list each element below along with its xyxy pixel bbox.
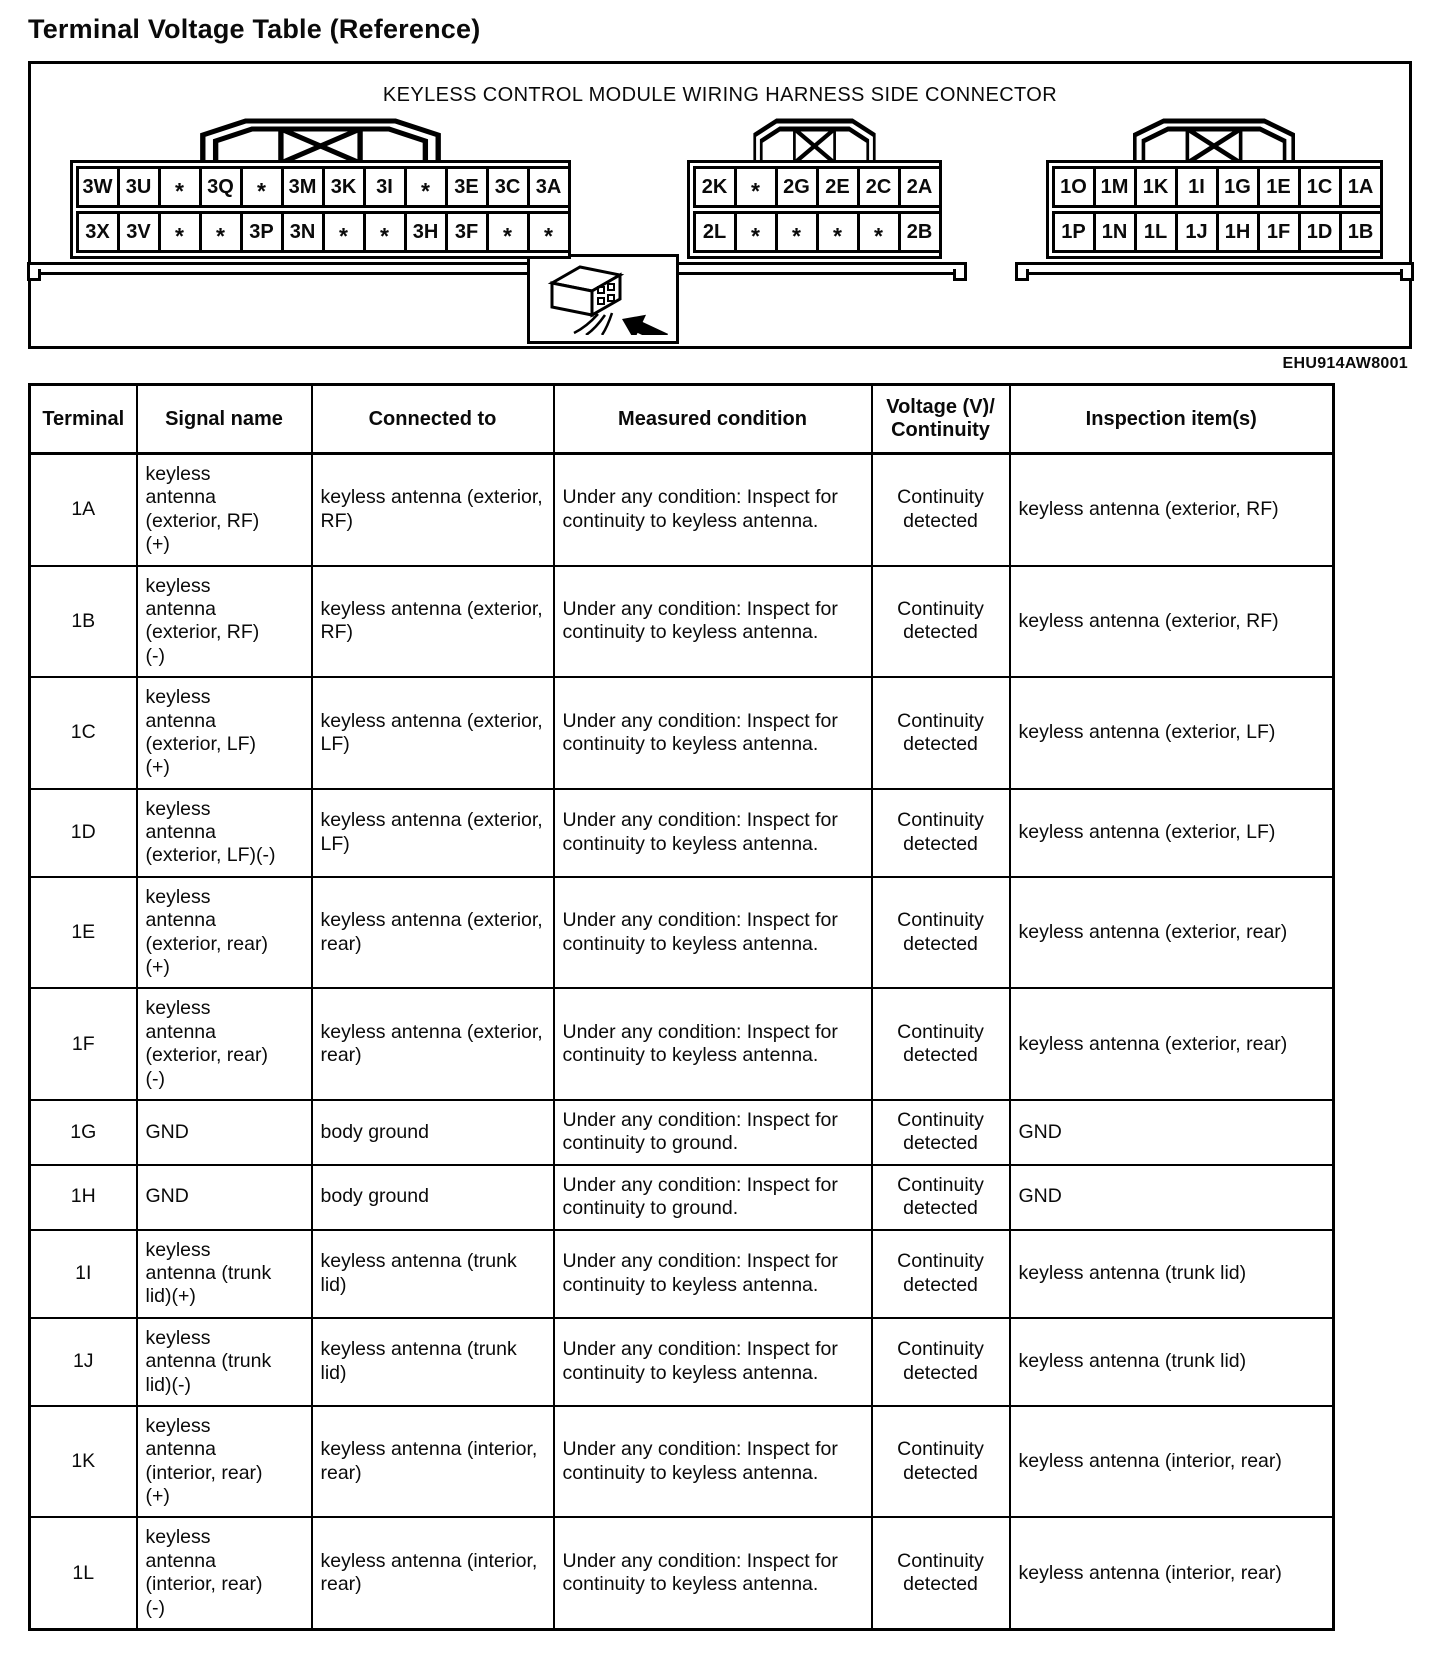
pin-cell-2e: 2E	[816, 166, 860, 208]
pin-cell-unused: *	[486, 211, 530, 253]
table-row	[30, 1165, 1334, 1230]
pin-body	[1046, 160, 1383, 259]
signal-name-cell: keyless antenna (exterior, LF)(+)	[137, 677, 312, 789]
pin-cell-3k: 3K	[322, 166, 366, 208]
figure-reference-code: EHU914AW8001	[1282, 355, 1408, 372]
voltage-continuity-cell: Continuity detected	[872, 1230, 1010, 1318]
pin-cell-unused: *	[404, 166, 448, 208]
pin-cell-unused: *	[363, 211, 407, 253]
pin-cell-3c: 3C	[486, 166, 530, 208]
table-row	[30, 1100, 1334, 1165]
signal-name-cell: keyless antenna (trunk lid)(+)	[137, 1230, 312, 1318]
measured-condition-cell: Under any condition: Inspect for continuity to keyless antenna.	[554, 566, 872, 678]
voltage-continuity-cell: Continuity detected	[872, 1100, 1010, 1165]
terminal-cell: 1K	[30, 1406, 137, 1518]
voltage-continuity-cell: Continuity detected	[872, 1406, 1010, 1518]
connected-to-cell: keyless antenna (trunk lid)	[312, 1318, 554, 1406]
measured-condition-cell: Under any condition: Inspect for continuity to keyless antenna.	[554, 677, 872, 789]
table-row	[30, 677, 1334, 789]
table-row	[30, 988, 1334, 1100]
terminal-cell: 1L	[30, 1517, 137, 1629]
pin-cell-2k: 2K	[693, 166, 737, 208]
pin-cell-3e: 3E	[445, 166, 489, 208]
inspection-item-cell: GND	[1010, 1100, 1334, 1165]
measured-condition-cell: Under any condition: Inspect for continuity to keyless antenna.	[554, 1230, 872, 1318]
connector-3	[27, 117, 614, 275]
pin-cell-1j: 1J	[1175, 211, 1219, 253]
measured-condition-cell: Under any condition: Inspect for continuity to ground.	[554, 1165, 872, 1230]
inspection-item-cell: keyless antenna (exterior, rear)	[1010, 988, 1334, 1100]
pin-cell-3f: 3F	[445, 211, 489, 253]
pin-cell-3a: 3A	[527, 166, 571, 208]
inspection-item-cell: keyless antenna (exterior, rear)	[1010, 877, 1334, 989]
page-title: Terminal Voltage Table (Reference)	[28, 14, 481, 44]
pin-cell-1g: 1G	[1216, 166, 1260, 208]
voltage-continuity-cell: Continuity detected	[872, 1318, 1010, 1406]
inspection-item-cell: keyless antenna (trunk lid)	[1010, 1230, 1334, 1318]
pin-cell-2l: 2L	[693, 211, 737, 253]
header-signal-name: Signal name	[137, 385, 312, 454]
voltage-continuity-cell: Continuity detected	[872, 789, 1010, 877]
table-row	[30, 1406, 1334, 1518]
arrow-icon	[616, 306, 670, 335]
inspection-item-cell: keyless antenna (trunk lid)	[1010, 1318, 1334, 1406]
header-inspection-items: Inspection item(s)	[1010, 385, 1334, 454]
table-header-row	[30, 385, 1334, 454]
table-row	[30, 1517, 1334, 1629]
diagram-caption: KEYLESS CONTROL MODULE WIRING HARNESS SIDE CONNECTOR	[382, 84, 1058, 106]
connector-latch	[1106, 117, 1322, 163]
header-measured-condition: Measured condition	[554, 385, 872, 454]
connected-to-cell: keyless antenna (exterior, RF)	[312, 566, 554, 678]
voltage-continuity-cell: Continuity detected	[872, 1517, 1010, 1629]
terminal-cell: 1D	[30, 789, 137, 877]
pin-cell-1c: 1C	[1298, 166, 1342, 208]
measured-condition-cell: Under any condition: Inspect for continuity to keyless antenna.	[554, 1318, 872, 1406]
pin-cell-3m: 3M	[281, 166, 325, 208]
pin-cell-unused: *	[775, 211, 819, 253]
terminal-cell: 1I	[30, 1230, 137, 1318]
pin-cell-3x: 3X	[76, 211, 120, 253]
signal-name-cell: keyless antenna (interior, rear)(+)	[137, 1406, 312, 1518]
signal-name-cell: keyless antenna (trunk lid)(-)	[137, 1318, 312, 1406]
signal-name-cell: keyless antenna (exterior, rear)(+)	[137, 877, 312, 989]
pin-cell-1k: 1K	[1134, 166, 1178, 208]
pin-cell-3v: 3V	[117, 211, 161, 253]
measured-condition-cell: Under any condition: Inspect for continuity to keyless antenna.	[554, 877, 872, 989]
pin-cell-2b: 2B	[898, 211, 942, 253]
header-connected-to: Connected to	[312, 385, 554, 454]
connected-to-cell: keyless antenna (exterior, rear)	[312, 988, 554, 1100]
inspection-item-cell: keyless antenna (exterior, RF)	[1010, 566, 1334, 678]
connector-latch	[160, 117, 481, 163]
terminal-voltage-table	[28, 383, 1335, 1631]
connector-1	[1015, 117, 1414, 275]
measured-condition-cell: Under any condition: Inspect for continuity to ground.	[554, 1100, 872, 1165]
voltage-continuity-cell: Continuity detected	[872, 566, 1010, 678]
connected-to-cell: keyless antenna (trunk lid)	[312, 1230, 554, 1318]
pin-cell-unused: *	[158, 166, 202, 208]
pin-cell-1m: 1M	[1093, 166, 1137, 208]
pin-cell-unused: *	[199, 211, 243, 253]
voltage-continuity-cell: Continuity detected	[872, 988, 1010, 1100]
connector-rail	[1015, 262, 1414, 275]
table-row	[30, 789, 1334, 877]
measured-condition-cell: Under any condition: Inspect for continuity to keyless antenna.	[554, 454, 872, 566]
connected-to-cell: keyless antenna (interior, rear)	[312, 1406, 554, 1518]
measured-condition-cell: Under any condition: Inspect for continuity to keyless antenna.	[554, 988, 872, 1100]
pin-cell-3i: 3I	[363, 166, 407, 208]
pin-cell-1a: 1A	[1339, 166, 1383, 208]
voltage-continuity-cell: Continuity detected	[872, 1165, 1010, 1230]
terminal-cell: 1G	[30, 1100, 137, 1165]
connector-rail	[27, 262, 614, 275]
pin-cell-unused: *	[240, 166, 284, 208]
pin-cell-2c: 2C	[857, 166, 901, 208]
signal-name-cell: GND	[137, 1100, 312, 1165]
pin-cell-1l: 1L	[1134, 211, 1178, 253]
terminal-cell: 1F	[30, 988, 137, 1100]
signal-name-cell: keyless antenna (exterior, RF) (-)	[137, 566, 312, 678]
connectors-row	[31, 117, 1409, 275]
signal-name-cell: keyless antenna (exterior, rear)(-)	[137, 988, 312, 1100]
table-row	[30, 877, 1334, 989]
header-terminal: Terminal	[30, 385, 137, 454]
connected-to-cell: keyless antenna (exterior, rear)	[312, 877, 554, 989]
connected-to-cell: body ground	[312, 1100, 554, 1165]
pin-cell-1f: 1F	[1257, 211, 1301, 253]
pin-cell-unused: *	[734, 166, 778, 208]
signal-name-cell: keyless antenna (exterior, RF) (+)	[137, 454, 312, 566]
pin-body	[70, 160, 571, 259]
pin-cell-unused: *	[734, 211, 778, 253]
measured-condition-cell: Under any condition: Inspect for continuity to keyless antenna.	[554, 1517, 872, 1629]
header-voltage-continuity: Voltage (V)/ Continuity	[872, 385, 1010, 454]
terminal-cell: 1C	[30, 677, 137, 789]
pin-cell-1b: 1B	[1339, 211, 1383, 253]
connector-rail	[662, 262, 967, 275]
connected-to-cell: keyless antenna (exterior, LF)	[312, 677, 554, 789]
pin-cell-3h: 3H	[404, 211, 448, 253]
pin-cell-1p: 1P	[1052, 211, 1096, 253]
pin-cell-1d: 1D	[1298, 211, 1342, 253]
pin-cell-unused: *	[322, 211, 366, 253]
pin-cell-1i: 1I	[1175, 166, 1219, 208]
signal-name-cell: keyless antenna (interior, rear)(-)	[137, 1517, 312, 1629]
connector-latch	[733, 117, 896, 163]
table-row	[30, 1318, 1334, 1406]
table-row	[30, 454, 1334, 566]
pin-cell-3n: 3N	[281, 211, 325, 253]
terminal-cell: 1A	[30, 454, 137, 566]
pin-cell-1h: 1H	[1216, 211, 1260, 253]
signal-name-cell: keyless antenna (exterior, LF)(-)	[137, 789, 312, 877]
measured-condition-cell: Under any condition: Inspect for continuity to keyless antenna.	[554, 1406, 872, 1518]
connector-diagram-box	[28, 61, 1412, 349]
table-row	[30, 1230, 1334, 1318]
pin-body	[687, 160, 942, 259]
inspection-item-cell: keyless antenna (interior, rear)	[1010, 1517, 1334, 1629]
pin-cell-unused: *	[816, 211, 860, 253]
pin-cell-3p: 3P	[240, 211, 284, 253]
pin-cell-2g: 2G	[775, 166, 819, 208]
terminal-cell: 1E	[30, 877, 137, 989]
measured-condition-cell: Under any condition: Inspect for continuity to keyless antenna.	[554, 789, 872, 877]
pin-cell-3u: 3U	[117, 166, 161, 208]
pin-cell-unused: *	[158, 211, 202, 253]
voltage-continuity-cell: Continuity detected	[872, 677, 1010, 789]
pin-cell-unused: *	[527, 211, 571, 253]
connected-to-cell: keyless antenna (exterior, RF)	[312, 454, 554, 566]
inspection-item-cell: keyless antenna (exterior, LF)	[1010, 677, 1334, 789]
connector-2	[662, 117, 967, 275]
terminal-cell: 1H	[30, 1165, 137, 1230]
inspection-item-cell: keyless antenna (exterior, LF)	[1010, 789, 1334, 877]
connected-to-cell: body ground	[312, 1165, 554, 1230]
voltage-continuity-cell: Continuity detected	[872, 877, 1010, 989]
terminal-cell: 1B	[30, 566, 137, 678]
inspection-item-cell: keyless antenna (interior, rear)	[1010, 1406, 1334, 1518]
pin-cell-1e: 1E	[1257, 166, 1301, 208]
connected-to-cell: keyless antenna (exterior, LF)	[312, 789, 554, 877]
inspection-item-cell: keyless antenna (exterior, RF)	[1010, 454, 1334, 566]
pin-cell-2a: 2A	[898, 166, 942, 208]
pin-cell-1n: 1N	[1093, 211, 1137, 253]
pin-cell-3w: 3W	[76, 166, 120, 208]
pin-cell-3q: 3Q	[199, 166, 243, 208]
pin-cell-1o: 1O	[1052, 166, 1096, 208]
table-row	[30, 566, 1334, 678]
voltage-continuity-cell: Continuity detected	[872, 454, 1010, 566]
pin-cell-unused: *	[857, 211, 901, 253]
terminal-cell: 1J	[30, 1318, 137, 1406]
signal-name-cell: GND	[137, 1165, 312, 1230]
inspection-item-cell: GND	[1010, 1165, 1334, 1230]
connector-plug-illustration	[527, 254, 679, 344]
connected-to-cell: keyless antenna (interior, rear)	[312, 1517, 554, 1629]
harness-connector-icon	[530, 257, 670, 335]
